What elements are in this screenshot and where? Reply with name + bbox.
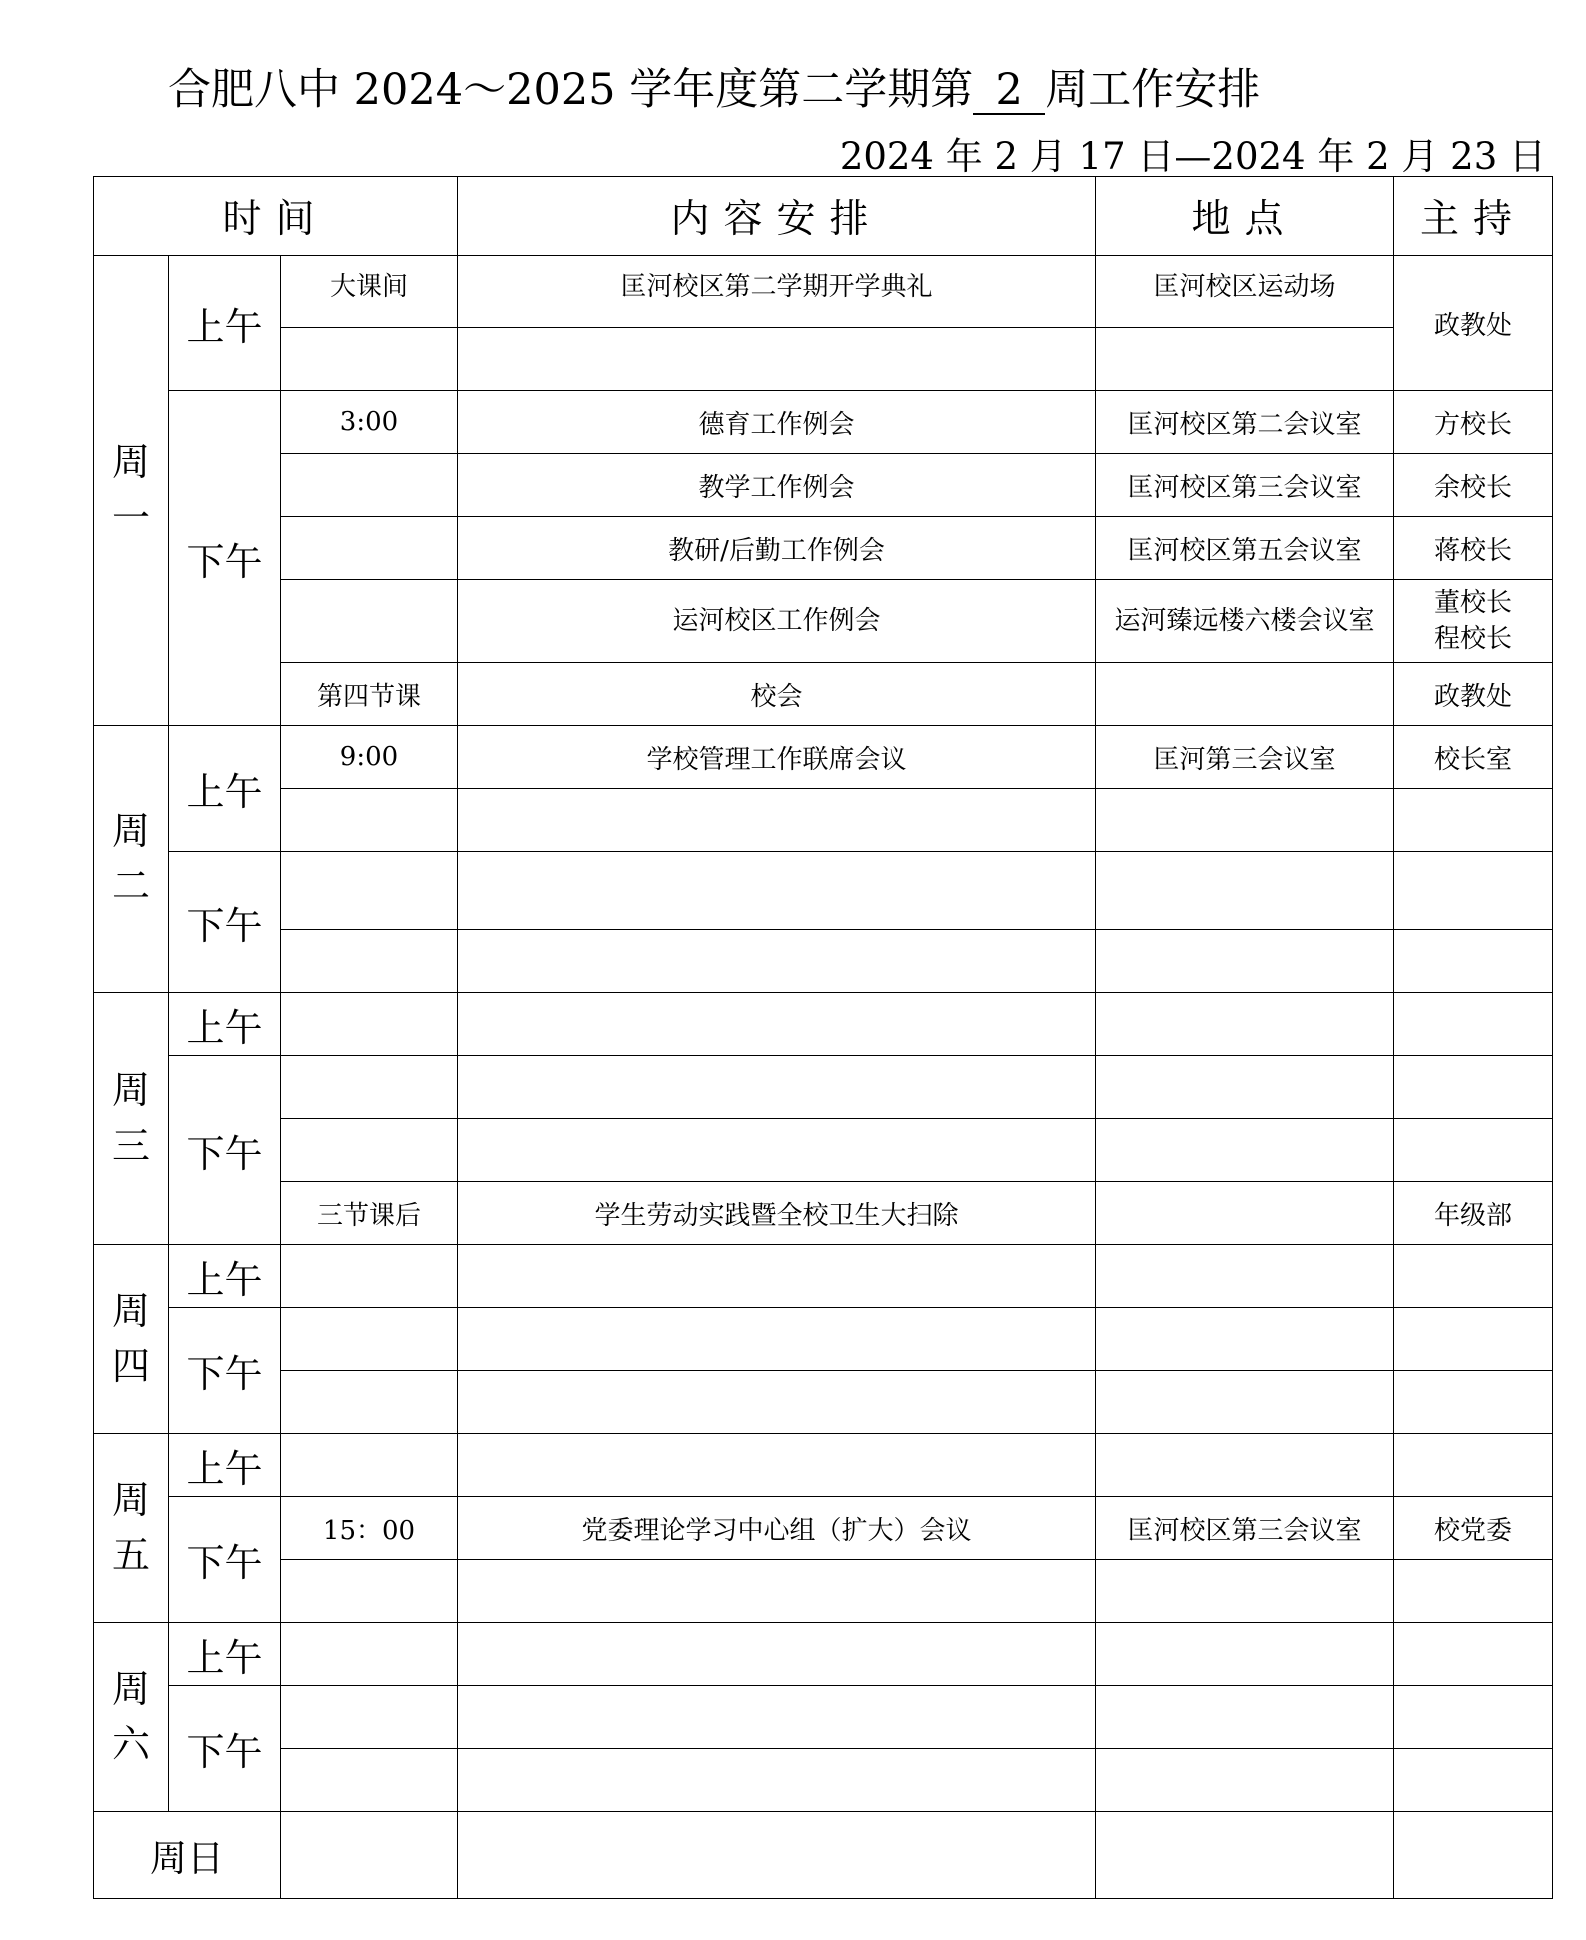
location-cell: [1096, 789, 1394, 852]
content-cell: [458, 1812, 1096, 1899]
time-cell: [281, 789, 458, 852]
period-am: 上午: [169, 993, 281, 1056]
host-cell: [1394, 1056, 1553, 1119]
header-location: 地点: [1096, 177, 1394, 256]
table-row: [94, 726, 1553, 789]
host-cell: [1394, 1623, 1553, 1686]
time-cell: 15：00: [281, 1497, 458, 1560]
location-cell: 匡河第三会议室: [1096, 726, 1394, 789]
period-am: 上午: [169, 256, 281, 391]
table-row: [94, 993, 1553, 1056]
day-friday: 周 五: [94, 1434, 169, 1623]
period-pm: 下午: [169, 1497, 281, 1623]
table-row: [94, 256, 1553, 328]
content-cell: [458, 930, 1096, 993]
content-cell: [458, 1749, 1096, 1812]
content-cell: [458, 789, 1096, 852]
location-cell: [1096, 1308, 1394, 1371]
day-thursday: 周 四: [94, 1245, 169, 1434]
time-cell: [281, 993, 458, 1056]
host-cell: [1394, 1749, 1553, 1812]
host-cell: [1394, 930, 1553, 993]
location-cell: [1096, 993, 1394, 1056]
content-cell: [458, 1119, 1096, 1182]
table-row: [94, 1182, 1553, 1245]
header-row: [94, 177, 1553, 256]
location-cell: [1096, 1686, 1394, 1749]
host-cell: [1394, 993, 1553, 1056]
time-cell: 第四节课: [281, 663, 458, 726]
day-saturday: 周 六: [94, 1623, 169, 1812]
time-cell: [281, 1308, 458, 1371]
host-cell: 校党委: [1394, 1497, 1553, 1560]
location-cell: 匡河校区第三会议室: [1096, 454, 1394, 517]
day-sunday: 周日: [94, 1812, 281, 1899]
location-cell: [1096, 1434, 1394, 1497]
host-cell: [1394, 1812, 1553, 1899]
content-cell: 学校管理工作联席会议: [458, 726, 1096, 789]
time-cell: [281, 580, 458, 663]
location-cell: [1096, 930, 1394, 993]
time-cell: [281, 328, 458, 391]
time-cell: [281, 1119, 458, 1182]
content-cell: [458, 1056, 1096, 1119]
period-pm: 下午: [169, 852, 281, 993]
host-cell: [1394, 1308, 1553, 1371]
table-row: [94, 580, 1553, 663]
host-cell: [1394, 1119, 1553, 1182]
content-cell: 校会: [458, 663, 1096, 726]
time-cell: [281, 1560, 458, 1623]
table-row: [94, 391, 1553, 454]
location-cell: [1096, 1371, 1394, 1434]
content-cell: 教学工作例会: [458, 454, 1096, 517]
time-cell: [281, 1623, 458, 1686]
time-cell: 9:00: [281, 726, 458, 789]
location-cell: [1096, 663, 1394, 726]
content-cell: 教研/后勤工作例会: [458, 517, 1096, 580]
time-cell: [281, 1056, 458, 1119]
content-cell: [458, 1686, 1096, 1749]
period-pm: 下午: [169, 1056, 281, 1245]
location-cell: [1096, 1245, 1394, 1308]
content-cell: 德育工作例会: [458, 391, 1096, 454]
table-row: [94, 1623, 1553, 1686]
host-cell: 政教处: [1394, 663, 1553, 726]
table-row: [94, 1371, 1553, 1434]
content-cell: [458, 1308, 1096, 1371]
table-row: [94, 1749, 1553, 1812]
host-cell: [1394, 1371, 1553, 1434]
content-cell: 党委理论学习中心组（扩大）会议: [458, 1497, 1096, 1560]
location-cell: [1096, 1119, 1394, 1182]
location-cell: [1096, 1056, 1394, 1119]
period-am: 上午: [169, 1623, 281, 1686]
table-row: [94, 1434, 1553, 1497]
day-wednesday: 周 三: [94, 993, 169, 1245]
time-cell: 3:00: [281, 391, 458, 454]
location-cell: [1096, 1560, 1394, 1623]
table-row: [94, 789, 1553, 852]
host-cell: [1394, 1245, 1553, 1308]
location-cell: 匡河校区运动场: [1096, 256, 1394, 328]
host-cell: [1394, 789, 1553, 852]
time-cell: [281, 1749, 458, 1812]
content-cell: [458, 1623, 1096, 1686]
table-row: [94, 930, 1553, 993]
host-cell: 年级部: [1394, 1182, 1553, 1245]
period-am: 上午: [169, 1245, 281, 1308]
period-pm: 下午: [169, 1308, 281, 1434]
time-cell: [281, 1245, 458, 1308]
schedule-table: [93, 176, 1553, 1899]
host-cell: 蒋校长: [1394, 517, 1553, 580]
content-cell: 匡河校区第二学期开学典礼: [458, 256, 1096, 328]
time-cell: [281, 1434, 458, 1497]
location-cell: [1096, 328, 1394, 391]
content-cell: [458, 1371, 1096, 1434]
location-cell: 匡河校区第五会议室: [1096, 517, 1394, 580]
time-cell: [281, 1812, 458, 1899]
table-row: [94, 454, 1553, 517]
header-host: 主持: [1394, 177, 1553, 256]
location-cell: 匡河校区第三会议室: [1096, 1497, 1394, 1560]
header-time: 时间: [94, 177, 458, 256]
table-row: [94, 1119, 1553, 1182]
content-cell: [458, 1245, 1096, 1308]
table-row: [94, 517, 1553, 580]
title-suffix: 周工作安排: [1045, 65, 1261, 115]
date-range: 2024 年 2 月 17 日—2024 年 2 月 23 日: [839, 135, 1546, 178]
time-cell: [281, 517, 458, 580]
host-cell: 校长室: [1394, 726, 1553, 789]
host-cell: [1394, 1434, 1553, 1497]
host-cell: [1394, 1560, 1553, 1623]
table-row: [94, 1497, 1553, 1560]
host-line: 董校长: [1433, 587, 1512, 618]
content-cell: [458, 1434, 1096, 1497]
week-number: 2: [973, 68, 1045, 115]
time-cell: [281, 454, 458, 517]
day-tuesday: 周 二: [94, 726, 169, 993]
host-line: 程校长: [1433, 624, 1512, 654]
host-cell: 政教处: [1394, 256, 1553, 391]
time-cell: [281, 1371, 458, 1434]
header-content: 内容安排: [458, 177, 1096, 256]
location-cell: [1096, 1182, 1394, 1245]
table-row: [94, 663, 1553, 726]
table-row: [94, 1056, 1553, 1119]
content-cell: [458, 328, 1096, 391]
time-cell: [281, 930, 458, 993]
host-cell: [1394, 1686, 1553, 1749]
location-cell: 匡河校区第二会议室: [1096, 391, 1394, 454]
location-cell: [1096, 1812, 1394, 1899]
table-row: [94, 1560, 1553, 1623]
title-prefix: 合肥八中 2024～2025 学年度第二学期第: [168, 65, 974, 115]
time-cell: [281, 852, 458, 930]
content-cell: [458, 852, 1096, 930]
table-row: [94, 1812, 1553, 1899]
table-row: [94, 328, 1553, 391]
host-cell: [1394, 852, 1553, 930]
content-cell: [458, 1560, 1096, 1623]
period-am: 上午: [169, 726, 281, 852]
time-cell: 大课间: [281, 256, 458, 328]
host-cell: 方校长: [1394, 391, 1553, 454]
table-row: [94, 1308, 1553, 1371]
host-cell: 余校长: [1394, 454, 1553, 517]
location-cell: [1096, 1749, 1394, 1812]
content-cell: 运河校区工作例会: [458, 580, 1096, 663]
host-cell: [1394, 580, 1553, 663]
location-cell: [1096, 852, 1394, 930]
location-cell: [1096, 1623, 1394, 1686]
day-monday: 周 一: [94, 256, 169, 726]
content-cell: [458, 993, 1096, 1056]
period-pm: 下午: [169, 1686, 281, 1812]
period-am: 上午: [169, 1434, 281, 1497]
table-row: [94, 852, 1553, 930]
period-pm: 下午: [169, 391, 281, 726]
content-cell: 学生劳动实践暨全校卫生大扫除: [458, 1182, 1096, 1245]
location-cell: 运河臻远楼六楼会议室: [1096, 580, 1394, 663]
time-cell: 三节课后: [281, 1182, 458, 1245]
table-row: [94, 1245, 1553, 1308]
document-title: [168, 56, 1260, 117]
table-row: [94, 1686, 1553, 1749]
time-cell: [281, 1686, 458, 1749]
